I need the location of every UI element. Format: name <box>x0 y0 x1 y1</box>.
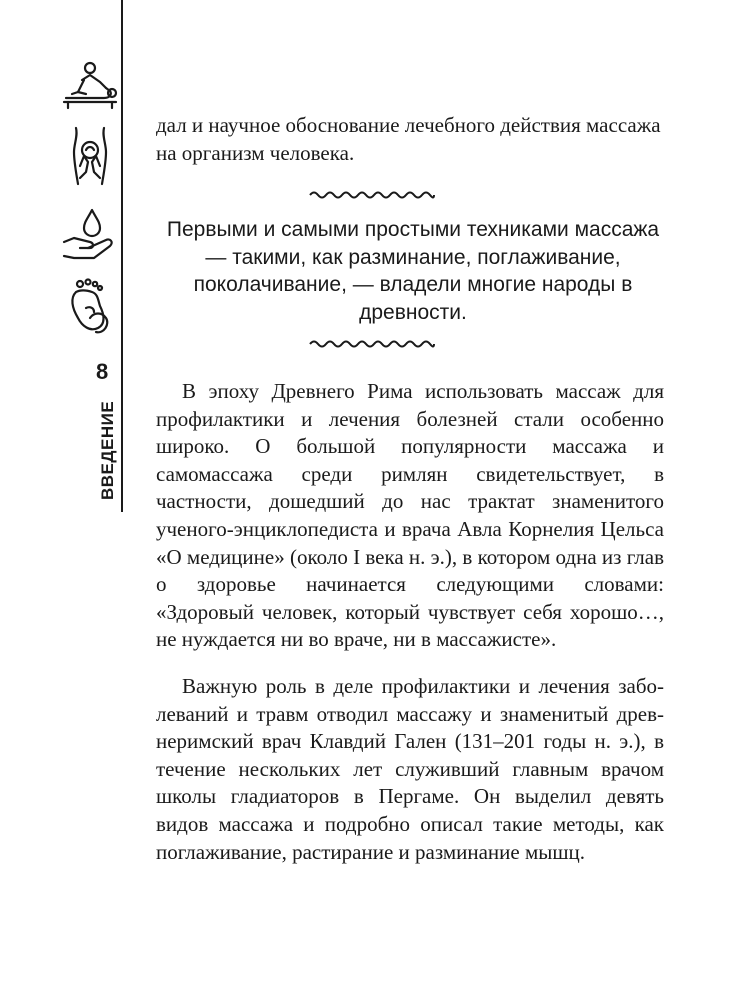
sidebar-rule <box>121 0 123 512</box>
pull-quote: Первыми и самыми простыми техниками массажа — такими, как разминание, поглаживание, поколачивание, — владели многие народы в древности. <box>166 218 660 324</box>
paragraph-rome: В эпоху Древнего Рима использовать массаж для профилактики и лечения болезней стали особенно широко. О большой популярности массажа и самомассажа среди римлян свидетельствует, в частности, дошедший до нас трактат знаменитого ученого-энциклопедиста и врача Авла Корнелия Цельса «О медицине» (около I века н. э.), в котором одна из глав о здоровье начинается следующими словами: «Здоровый человек, который чувствует себя хорошо…, не нуждается ни во враче, ни в массажисте». <box>156 379 664 652</box>
section-label: ВВЕДЕНИЕ <box>98 400 117 500</box>
drop-hand-icon <box>60 206 120 266</box>
back-massage-icon <box>60 126 120 186</box>
wave-divider-top <box>308 188 436 202</box>
paragraph-continuation: дал и научное обоснование лечебного действия массажа на организм человека. <box>156 113 661 165</box>
page-number: 8 <box>96 359 109 384</box>
wave-divider-bottom <box>308 337 436 351</box>
massage-table-icon <box>60 58 120 118</box>
foot-massage-icon <box>60 278 120 338</box>
paragraph-galen: Важную роль в деле профилактики и лечения заболеваний и травм отводил массажу и знаменитый древнеримский врач Клавдий Гален (131–201 годы н. э.), в течение нескольких лет служивший главным врачом школы гладиаторов в Пергаме. Он выделил девять видов массажа и подробно описал такие методы, как поглаживание, растирание и разминание мышц. <box>156 674 664 864</box>
